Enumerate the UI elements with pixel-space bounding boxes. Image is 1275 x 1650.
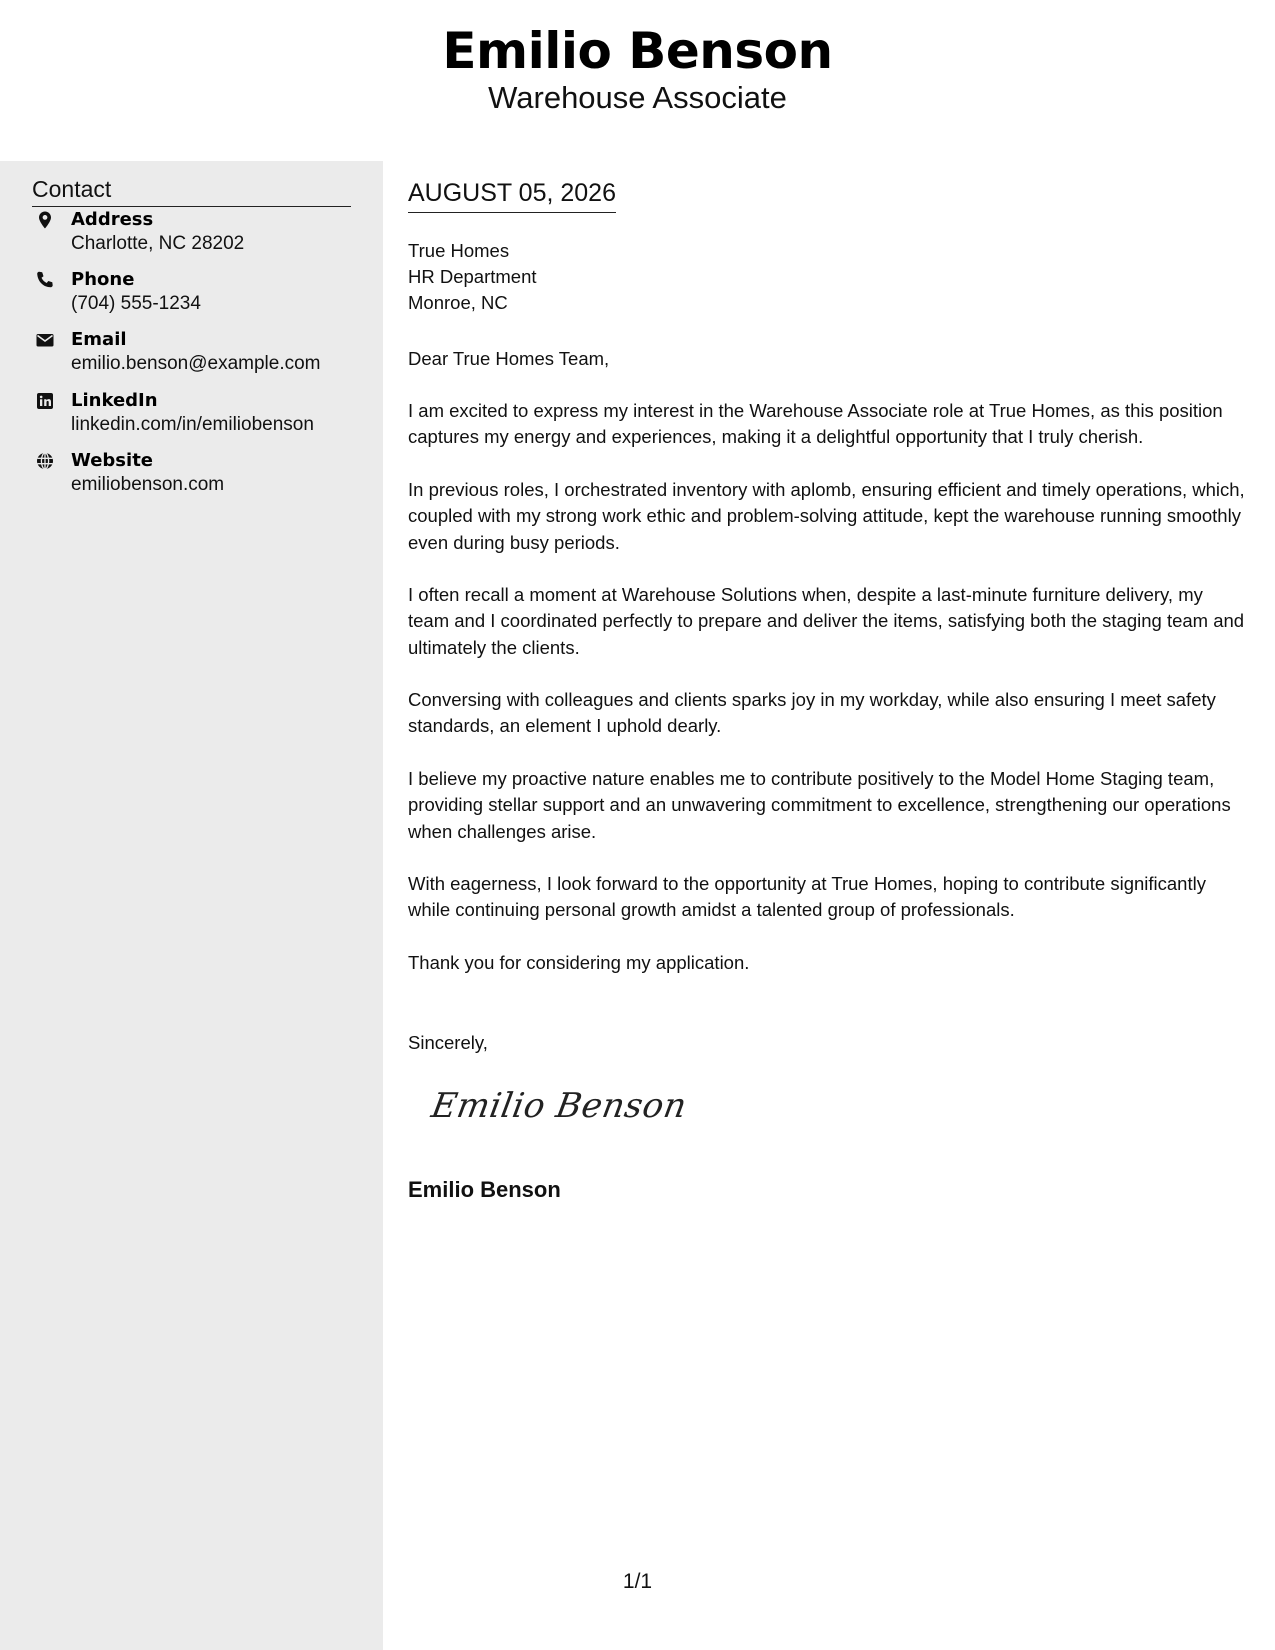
letter-paragraph: I believe my proactive nature enables me to contribute positively to the Model Home Staging team, providing stellar support and an unwavering commitment to excellence, strengthening our operations when challenges arise.: [408, 768, 1231, 842]
contact-linkedin: [32, 390, 362, 442]
linkedin-icon: [35, 391, 55, 411]
contact-address: [32, 209, 362, 261]
page-number: 1/1: [622, 1570, 653, 1593]
contact-email: [32, 329, 362, 381]
letter-paragraph: Conversing with colleagues and clients sparks joy in my workday, while also ensuring I meet safety standards, an element I uphold dearly.: [408, 689, 1216, 737]
contact-label: Address: [71, 209, 154, 230]
contact-value: linkedin.com/in/emiliobenson: [71, 414, 314, 435]
contact-value: emiliobenson.com: [71, 474, 225, 495]
envelope-icon: [35, 330, 55, 350]
letter-paragraph: I am excited to express my interest in the Warehouse Associate role at True Homes, as this position captures my energy and experiences, making it a delightful opportunity that I truly cherish.: [408, 400, 1223, 448]
contact-label: Phone: [71, 269, 135, 290]
recipient-block: [408, 238, 537, 316]
recipient-company: True Homes: [408, 240, 510, 261]
signer-name: Emilio Benson: [408, 1177, 561, 1202]
phone-icon: [35, 270, 55, 290]
job-title: Warehouse Associate: [488, 80, 787, 115]
recipient-location: Monroe, NC: [408, 292, 508, 313]
contact-sidebar: [0, 161, 383, 1650]
contact-website: [32, 450, 362, 502]
contact-value: Charlotte, NC 28202: [71, 233, 245, 254]
contact-value: (704) 555-1234: [71, 293, 201, 314]
letter-date: AUGUST 05, 2026: [408, 179, 616, 213]
contact-phone: [32, 269, 362, 321]
contact-label: Email: [71, 329, 127, 350]
letter-paragraph: Thank you for considering my application.: [408, 952, 750, 973]
contact-label: LinkedIn: [71, 390, 158, 411]
globe-icon: [35, 451, 55, 471]
applicant-name: Emilio Benson: [442, 22, 833, 80]
signature-image: Emilio Benson: [428, 1086, 690, 1126]
recipient-department: HR Department: [408, 266, 537, 287]
letter-paragraph: With eagerness, I look forward to the opportunity at True Homes, hoping to contribute significantly while continuing personal growth amidst a talented group of professionals.: [408, 873, 1206, 921]
contact-value: emilio.benson@example.com: [71, 353, 321, 374]
salutation: Dear True Homes Team,: [408, 348, 610, 369]
closing: Sincerely,: [408, 1032, 488, 1053]
contact-label: Website: [71, 450, 154, 471]
letter-header: [0, 0, 1275, 161]
letter-paragraph: In previous roles, I orchestrated inventory with aplomb, ensuring efficient and timely operations, which, coupled with my strong work ethic and problem-solving attitude, kept the warehouse running smoothly even during busy periods.: [408, 479, 1245, 553]
map-pin-icon: [35, 210, 55, 230]
letter-paragraph: I often recall a moment at Warehouse Solutions when, despite a last-minute furniture delivery, my team and I coordinated perfectly to prepare and deliver the items, satisfying both the staging team and ultimately the clients.: [408, 584, 1245, 658]
contact-heading: Contact: [32, 176, 351, 207]
